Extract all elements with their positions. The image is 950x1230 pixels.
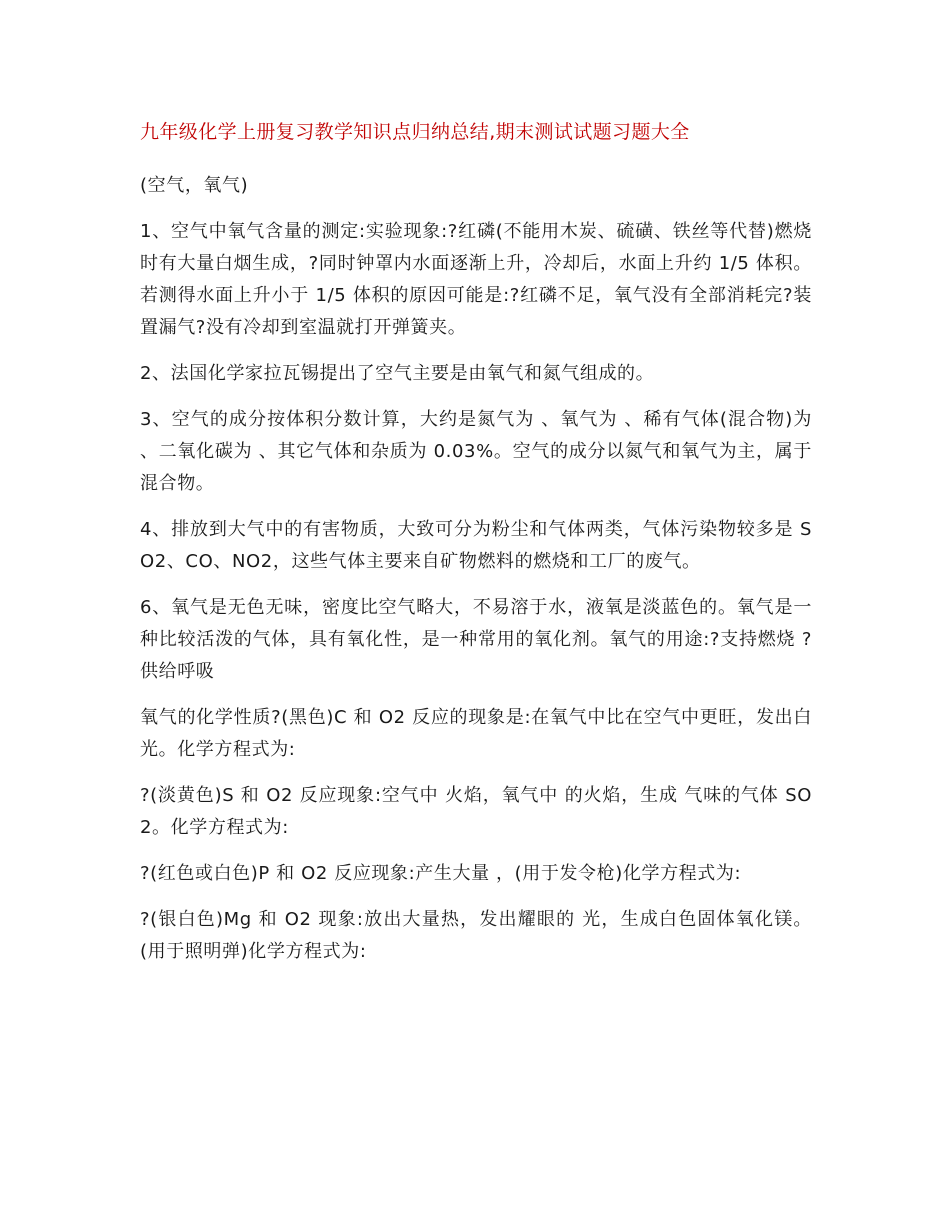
paragraph: ?(红色或白色)P 和 O2 反应现象:产生大量 ，(用于发令枪)化学方程式为: [140, 863, 742, 884]
paragraph: 1、空气中氧气含量的测定:实验现象:?红磷(不能用木炭、硫磺、铁丝等代替)燃烧时有大量白烟生成，?同时钟罩内水面逐渐上升，冷却后，水面上升约 1/5 体积。 若测得水面上升小于 1/5 体积的原因可能是:?红磷不足，氧气没有全部消耗完?装置漏气?没有冷却到室温就打开弹簧夹。 [140, 221, 812, 338]
paragraph: 氧气的化学性质?(黑色)C 和 O2 反应的现象是:在氧气中比在空气中更旺，发出白光。化学方程式为: [140, 707, 812, 760]
paragraph: ?(淡黄色)S 和 O2 反应现象:空气中 火焰，氧气中 的火焰，生成 气味的气体 SO2。化学方程式为: [140, 785, 812, 838]
document-page [140, 116, 812, 982]
document-title: 九年级化学上册复习教学知识点归纳总结,期末测试试题习题大全 [140, 121, 690, 143]
paragraph: 2、法国化学家拉瓦锡提出了空气主要是由氧气和氮气组成的。 [140, 363, 655, 384]
paragraph: 4、排放到大气中的有害物质，大致可分为粉尘和气体两类，气体污染物较多是 SO2、CO、NO2，这些气体主要来自矿物燃料的燃烧和工厂的废气。 [140, 519, 812, 572]
paragraph: ?(银白色)Mg 和 O2 现象:放出大量热，发出耀眼的 光，生成白色固体氧化镁。(用于照明弹)化学方程式为: [140, 909, 812, 962]
paragraph: 3、空气的成分按体积分数计算，大约是氮气为 、氧气为 、稀有气体(混合物)为 、二氧化碳为 、其它气体和杂质为 0.03%。空气的成分以氮气和氧气为主，属于混合物。 [140, 409, 812, 494]
section-heading: (空气，氧气) [140, 175, 249, 196]
paragraph: 6、氧气是无色无味，密度比空气略大，不易溶于水，液氧是淡蓝色的。氧气是一种比较活泼的气体，具有氧化性，是一种常用的氧化剂。氧气的用途:?支持燃烧 ?供给呼吸 [140, 597, 812, 682]
